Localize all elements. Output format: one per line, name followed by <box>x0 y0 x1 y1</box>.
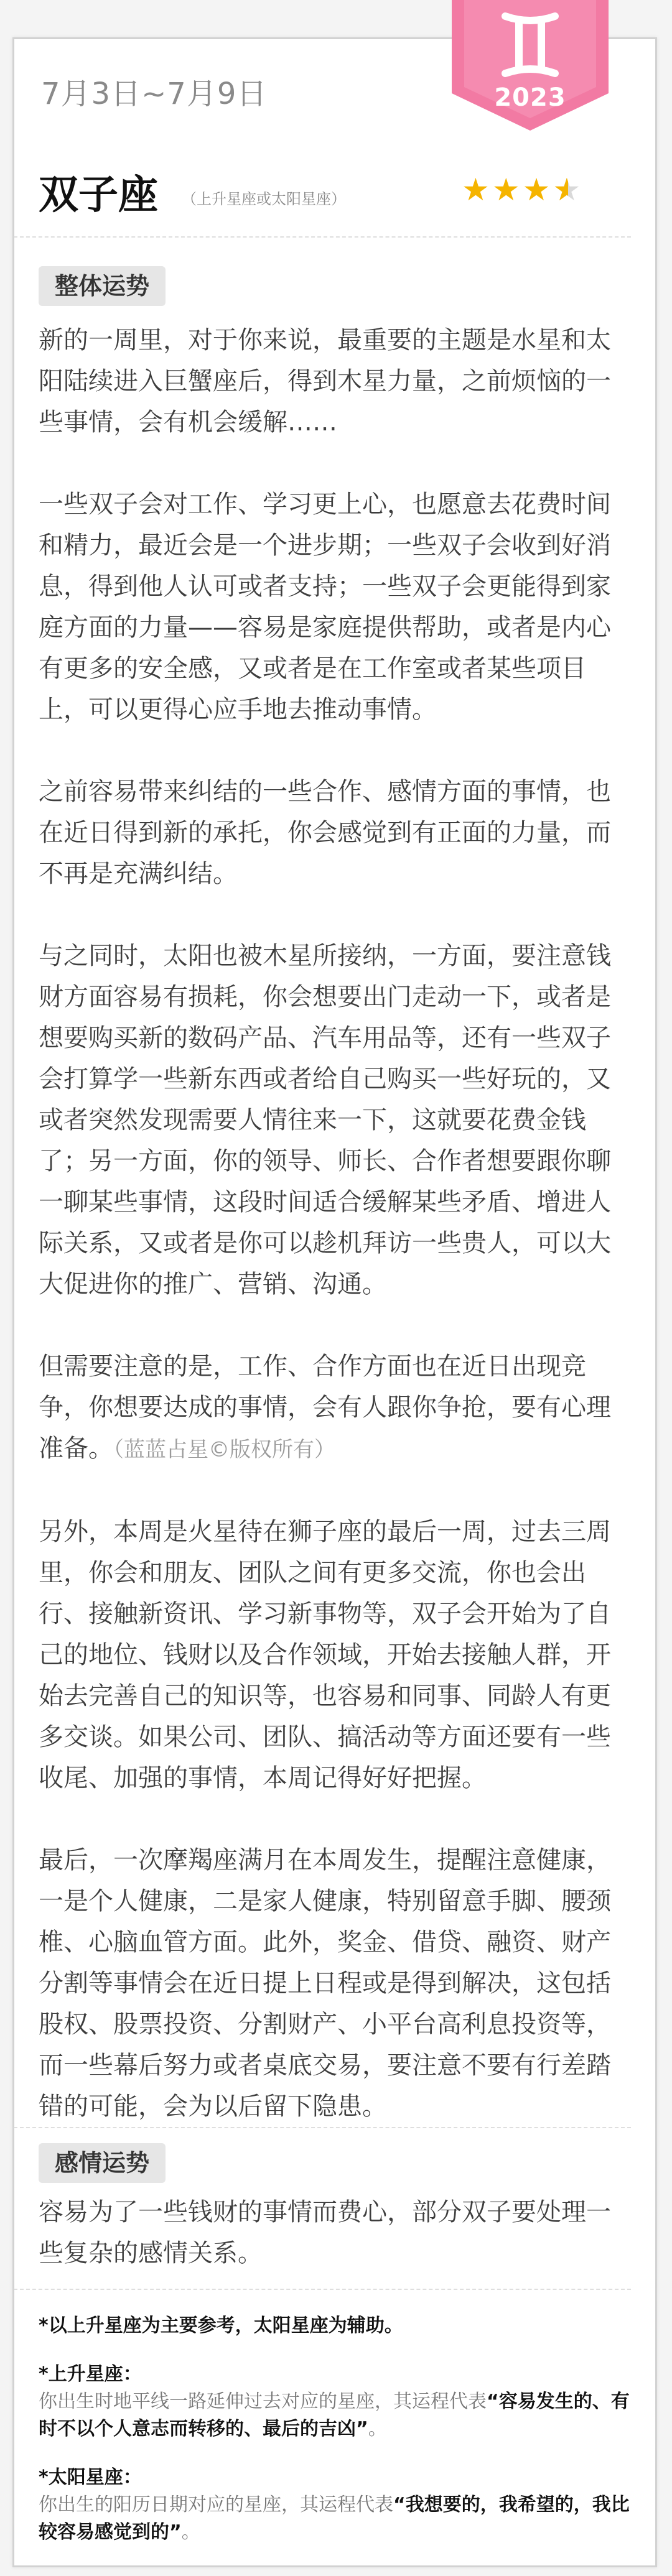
overall-paragraph-6: 另外，本周是火星待在狮子座的最后一周，过去三周里，你会和朋友、团队之间有更多交流，你也会出行、接触新资讯、学习新事物等，双子会开始为了自己的地位、钱财以及合作领域，开始去接触人群，开始去完善自己的知识等，也容易和同事、同龄人有更多交谈。如果公司、团队、搞活动等方面还要有一些收尾、加强的事情，本周记得好好把握。 <box>39 1517 611 1792</box>
year-label: 2023 <box>494 83 566 112</box>
section-tag-love: 感情运势 <box>39 2143 166 2183</box>
title-row <box>39 163 599 218</box>
star-icon: ★ <box>522 172 553 208</box>
overall-content <box>39 320 630 2127</box>
overall-paragraph-7: 最后，一次摩羯座满月在本周发生，提醒注意健康，一是个人健康，二是家人健康，特别留意手脚、腰颈椎、心脑血管方面。此外，奖金、借贷、融资、财产分割等事情会在近日提上日程或是得到解决，这包括股权、股票投资、分割财产、小平台高利息投资等，而一些幕后努力或者桌底交易，要注意不要有行差踏错的可能，会为以后留下隐患。 <box>39 1846 611 2121</box>
overall-paragraph-5 <box>39 1346 630 1470</box>
star-icon: ★ <box>462 172 492 208</box>
note-sun-end: 。 <box>181 2521 200 2543</box>
zodiac-badge <box>452 0 609 131</box>
note-rising-body <box>39 2388 630 2443</box>
love-content <box>39 2192 630 2274</box>
overall-paragraph-4: 与之同时，太阳也被木星所接纳，一方面，要注意钱财方面容易有损耗，你会想要出门走动一下，或者是想要购买新的数码产品、汽车用品等，还有一些双子会打算学一些新东西或者给自己购买一些好玩的，又或者突然发现需要人情往来一下，这就要花费金钱了；另一方面，你的领导、师长、合作者想要跟你聊一聊某些事情，这段时间适合缓解某些矛盾、增进人际关系，又或者是你可以趁机拜访一些贵人，可以大大促进你的推广、营销、沟通。 <box>39 942 611 1299</box>
note-rising-desc: 你出生时地平线一路延伸过去对应的星座，其运程代表 <box>39 2391 487 2412</box>
notes <box>39 2312 630 2546</box>
overall-paragraph-1: 新的一周里，对于你来说，最重要的主题是水星和太阳陆续进入巨蟹座后，得到木星力量，之前烦恼的一些事情，会有机会缓解…… <box>39 326 611 437</box>
gemini-icon <box>452 0 609 87</box>
divider <box>14 2289 631 2290</box>
section-tag-overall: 整体运势 <box>39 266 166 306</box>
date-range: 7月3日~7月9日 <box>41 76 268 111</box>
sign-name: 双子座 <box>39 172 158 218</box>
star-rating <box>462 172 583 208</box>
star-icon: ★ <box>492 172 523 208</box>
copyright-note: （蓝蓝占星©版权所有） <box>113 1437 335 1462</box>
half-star-icon: ★ ★ <box>553 172 583 208</box>
note-rising-end: 。 <box>368 2418 387 2440</box>
note-sun-body <box>39 2491 630 2546</box>
overall-paragraph-2: 一些双子会对工作、学习更上心，也愿意去花费时间和精力，最近会是一个进步期；一些双子会收到好消息，得到他人认可或者支持；一些双子会更能得到家庭方面的力量——容易是家庭提供帮助，或者是内心有更多的安全感，又或者是在工作室或者某些项目上，可以更得心应手地去推动事情。 <box>39 490 611 724</box>
note-rising-title: *上升星座： <box>39 2363 142 2385</box>
note-sun-title: *太阳星座： <box>39 2467 142 2488</box>
note-rising-quote: “容易发生的、有时不以个人意志而转移的、最后的吉凶” <box>39 2391 630 2440</box>
note-sun-quote: “我想要的，我希望的，我比较容易感觉到的” <box>39 2494 630 2543</box>
divider <box>14 2127 631 2128</box>
love-paragraph-1: 容易为了一些钱财的事情而费心，部分双子要处理一些复杂的感情关系。 <box>39 2198 611 2268</box>
overall-paragraph-5-text: 但需要注意的是，工作、合作方面也在近日出现竞争，你想要达成的事情，会有人跟你争抢，要有心理准备。 <box>39 1352 611 1463</box>
divider <box>14 236 631 238</box>
note-main: *以上升星座为主要参考，太阳星座为辅助。 <box>39 2315 403 2337</box>
note-sun-desc: 你出生的阳历日期对应的星座，其运程代表 <box>39 2494 393 2516</box>
sign-subtitle: （上升星座或太阳星座） <box>182 190 346 208</box>
overall-paragraph-3: 之前容易带来纠结的一些合作、感情方面的事情，也在近日得到新的承托，你会感觉到有正面的力量，而不再是充满纠结。 <box>39 777 611 888</box>
